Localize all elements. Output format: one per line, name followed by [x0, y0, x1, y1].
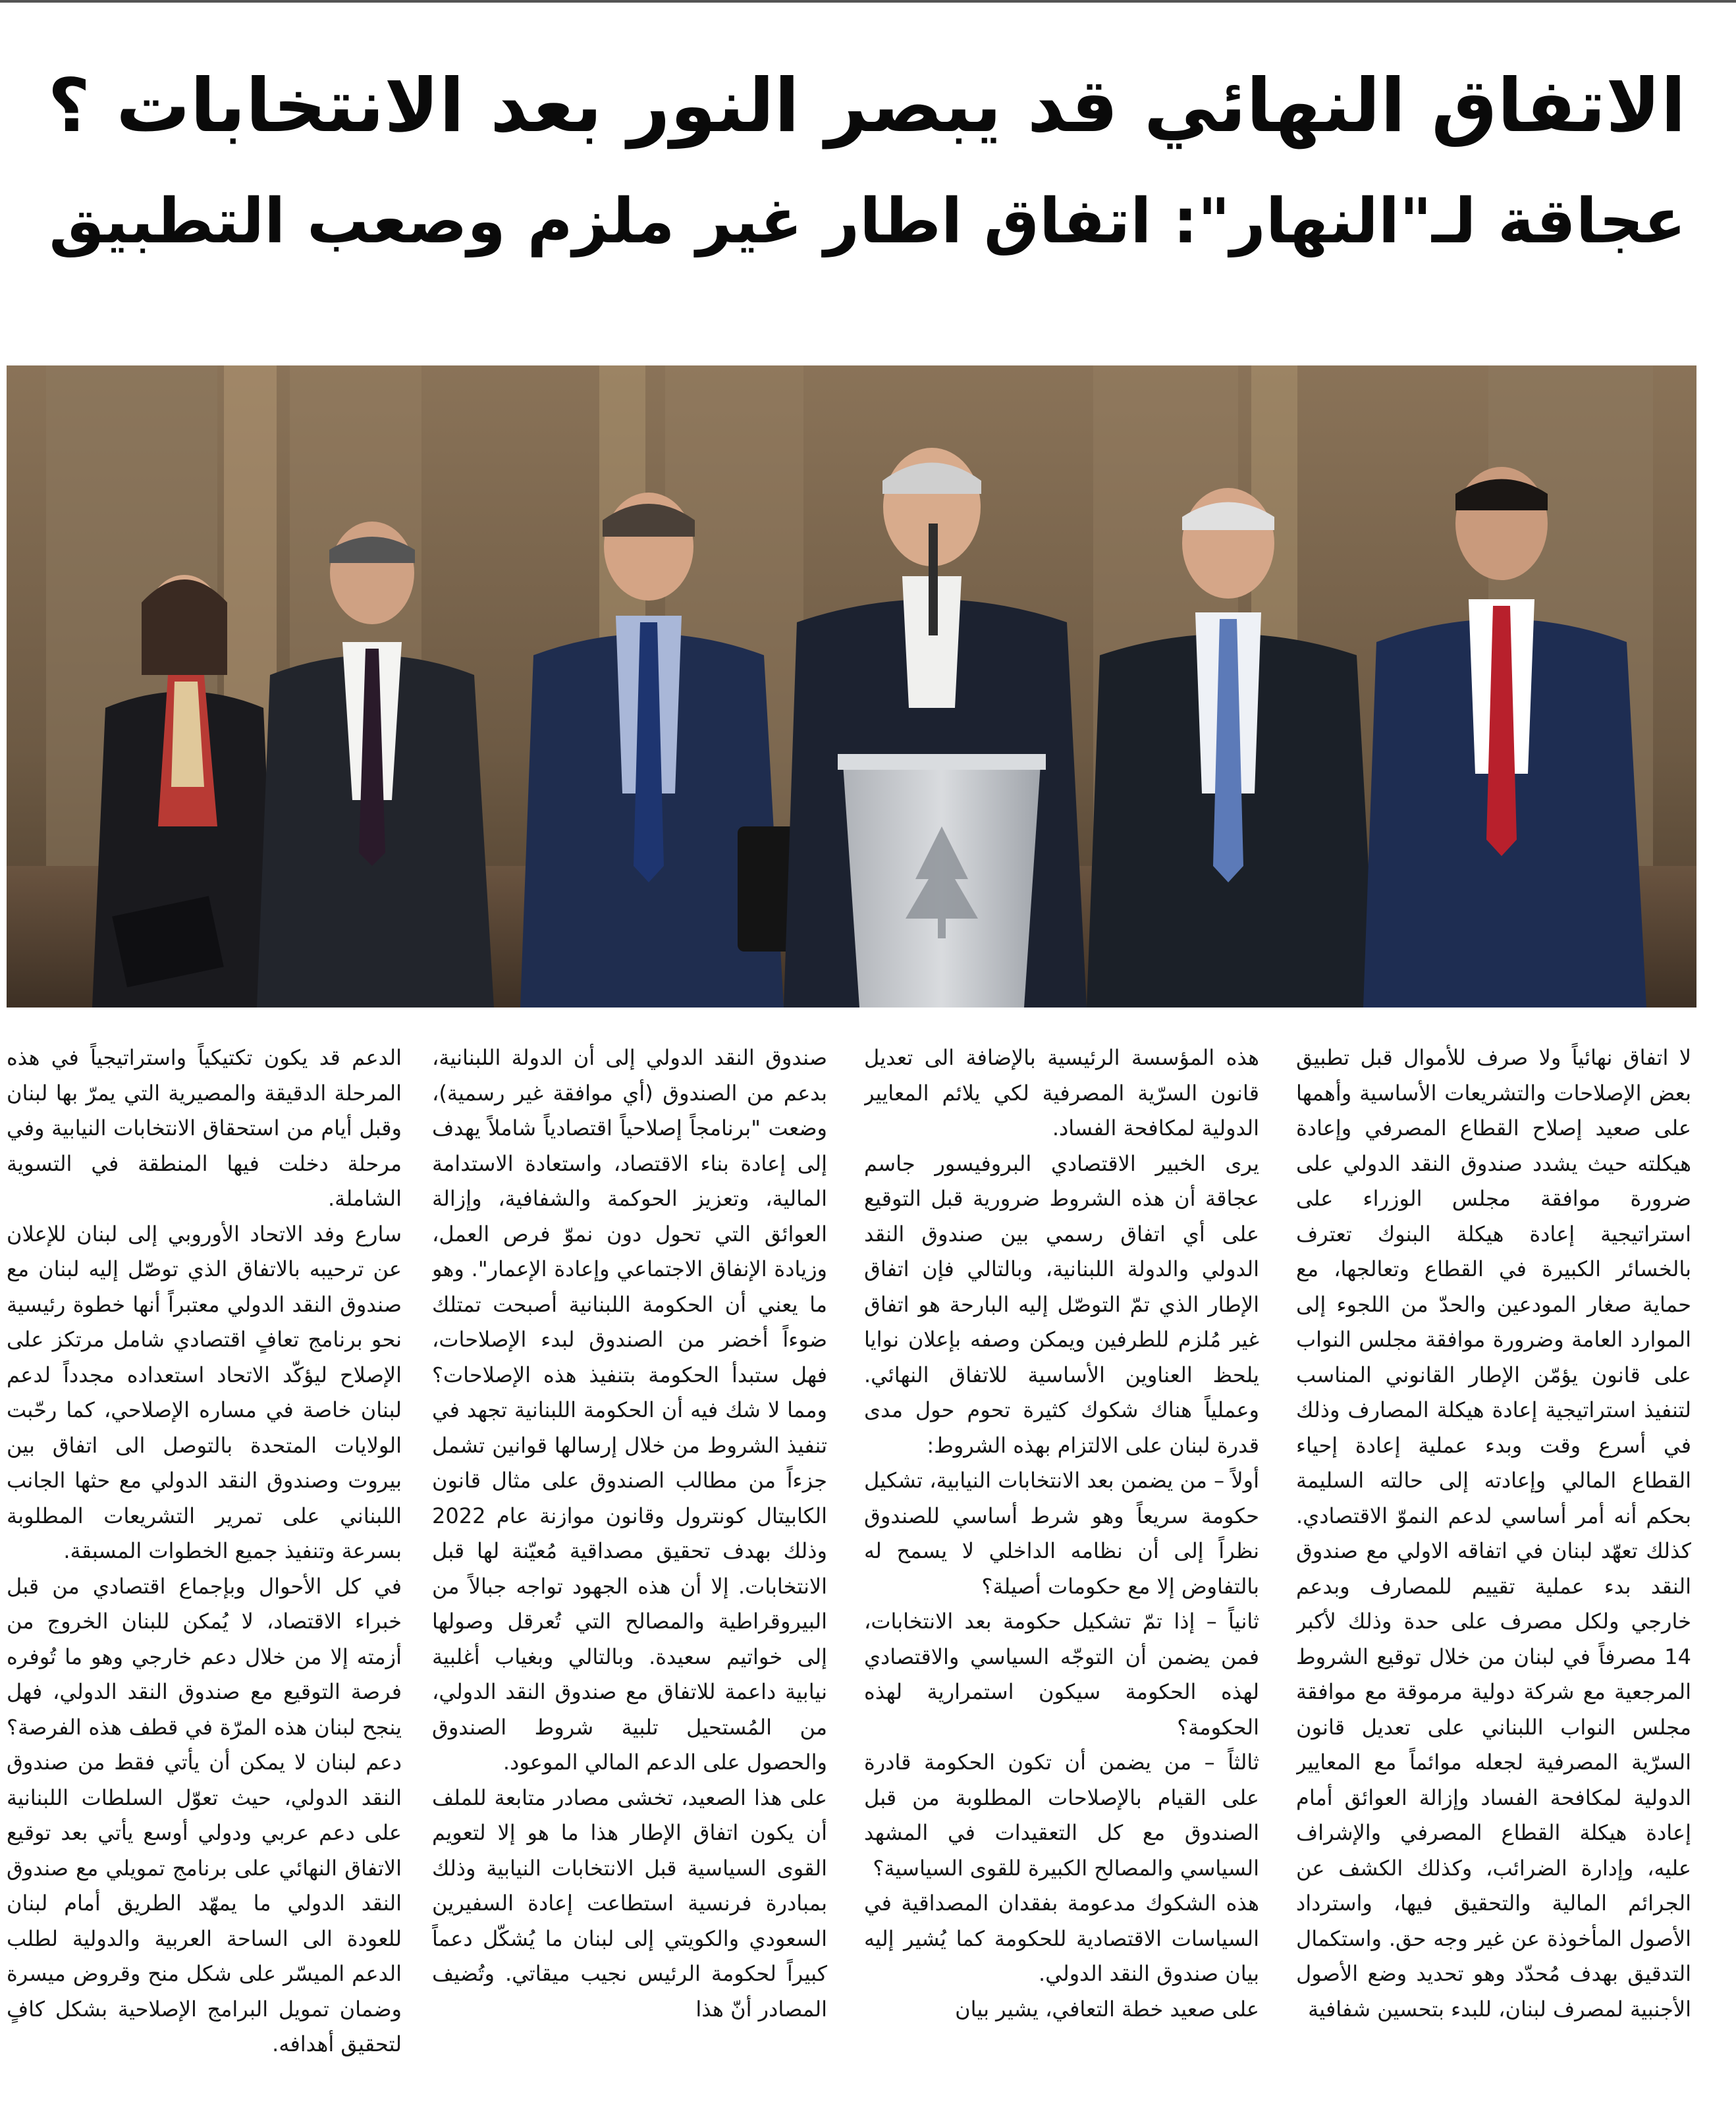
paragraph: يرى الخبير الاقتصادي البروفيسور جاسم عجاقة أن هذه الشروط ضرورية قبل التوقيع على أي اتفاق رسمي بين صندوق النقد الدولي والدولة اللبنانية، وبالتالي فإن اتفاق الإطار الذي تمّ التوصّل إليه البارحة هو اتفاق غير مُلزم للطرفين ويمكن وصفه بإعلان نوايا يلحظ العناوين الأساسية للاتفاق النهائي. وعملياً هناك شكوك كثيرة تحوم حول مدى قدرة لبنان على الالتزام بهذه الشروط: [864, 1150, 1259, 1458]
paragraph: أولاً – من يضمن بعد الانتخابات النيابية، تشكيل حكومة سريعاً وهو شرط أساسي للصندوق نظراً إلى أن نظامه الداخلي لا يسمح له بالتفاوض إلا مع حكومات أصيلة؟ [864, 1468, 1259, 1599]
paragraph: في كل الأحوال وبإجماع اقتصادي من قبل خبراء الاقتصاد، لا يُمكن للبنان الخروج من أزمته إلا من خلال دعم خارجي وهو ما تُوفره فرصة التوقيع مع صندوق النقد الدولي، فهل ينجح لبنان هذه المرّة في قطف هذه الفرصة؟ دعم لبنان لا يمكن أن يأتي فقط من صندوق النقد الدولي، حيث تعوّل السلطات اللبنانية على دعم عربي ودولي أوسع يأتي بعد توقيع الاتفاق النهائي على برنامج تمويلي مع صندوق النقد الدولي ما يمهّد الطريق أمام لبنان للعودة الى الساحة العربية والدولية لطلب الدعم الميسّر على شكل منح وقروض ميسرة وضمان تمويل البرامج الإصلاحية بشكل كافٍ لتحقيق أهدافه. [7, 1573, 402, 2056]
headline-line-2: عجاقة لـ"النهار": اتفاق اطار غير ملزم وصعب التطبيق [49, 186, 1686, 257]
paragraph: ثانياً – إذا تمّ تشكيل حكومة بعد الانتخابات، فمن يضمن أن التوجّه السياسي والاقتصادي لهذه الحكومة سيكون استمرارية لهذه الحكومة؟ [864, 1609, 1259, 1740]
headline-line-1: الاتفاق النهائي قد يبصر النور بعد الانتخابات ؟ [47, 63, 1686, 149]
article-column-1 [1296, 1040, 1691, 2114]
paragraph: سارع وفد الاتحاد الأوروبي إلى لبنان للإعلان عن ترحيبه بالاتفاق الذي توصّل إليه لبنان مع صندوق النقد الدولي معتبراً أنها خطوة رئيسية نحو برنامج تعافٍ اقتصادي شامل مرتكز على الإصلاح ليؤكّد الاتحاد استعداده مجدداً لدعم لبنان خاصة في مساره الإصلاحي، كما رحّبت الولايات المتحدة بالتوصل الى اتفاق بين بيروت وصندوق النقد الدولي مع حثها الجانب اللبناني على تمرير التشريعات المطلوبة بسرعة وتنفيذ جميع الخطوات المسبقة. [7, 1221, 402, 1563]
article-column-2 [864, 1040, 1259, 2114]
paragraph: على هذا الصعيد، تخشى مصادر متابعة للملف أن يكون اتفاق الإطار هذا ما هو إلا لتعويم القوى السياسية قبل الانتخابات النيابية وذلك بمبادرة فرنسية استطاعت إعادة السفيرين السعودي والكويتي إلى لبنان ما يُشكّل دعماً كبيراً لحكومة الرئيس نجيب ميقاتي. وتُضيف المصادر أنّ هذا [432, 1785, 827, 2022]
press-conference-photo [7, 365, 1696, 1008]
paragraph: لا اتفاق نهائياً ولا صرف للأموال قبل تطبيق بعض الإصلاحات والتشريعات الأساسية وأهمها على صعيد إصلاح القطاع المصرفي وإعادة هيكلته حيث يشدد صندوق النقد الدولي على ضرورة موافقة مجلس الوزراء على استراتيجية إعادة هيكلة البنوك تعترف بالخسائر الكبيرة في القطاع وتعالجها، مع حماية صغار المودعين والحدّ من اللجوء إلى الموارد العامة وضرورة موافقة مجلس النواب على قانون يؤمّن الإطار القانوني المناسب لتنفيذ استراتيجية إعادة هيكلة المصارف وذلك في أسرع وقت وبدء عملية إعادة إحياء القطاع المالي وإعادته إلى حالته السليمة بحكم أنه أمر أساسي لدعم النموّ الاقتصادي. كذلك تعهّد لبنان في اتفاقه الاولي مع صندوق النقد بدء عملية تقييم للمصارف وبدعم خارجي ولكل مصرف على حدة وذلك لأكبر 14 مصرفاً في لبنان من خلال توقيع الشروط المرجعية مع شركة دولية مرموقة مع موافقة مجلس النواب اللبناني على تعديل قانون السرّية المصرفية لجعله موائماً مع المعايير الدولية لمكافحة الفساد وإزالة العوائق أمام إعادة هيكلة القطاع المصرفي والإشراف عليه، وإدارة الضرائب، وكذلك الكشف عن الجرائم المالية والتحقيق فيها، واسترداد الأصول المأخوذة عن غير وجه حق. واستكمال التدقيق بهدف مُحدّد وهو تحديد وضع الأصول الأجنبية لمصرف لبنان، للبدء بتحسين شفافية [1296, 1045, 1691, 2022]
top-rule [0, 0, 1736, 3]
paragraph: على صعيد خطة التعافي، يشير بيان [955, 1996, 1259, 2022]
paragraph: هذه المؤسسة الرئيسية بالإضافة الى تعديل قانون السرّية المصرفية لكي يلائم المعايير الدولية لمكافحة الفساد. [864, 1045, 1259, 1141]
paragraph: ثالثاً – من يضمن أن تكون الحكومة قادرة على القيام بالإصلاحات المطلوبة من قبل الصندوق مع كل التعقيدات في المشهد السياسي والمصالح الكبيرة للقوى السياسية؟ [864, 1750, 1259, 1881]
podium [838, 754, 1046, 1008]
article-column-4 [7, 1040, 402, 2114]
paragraph: هذه الشكوك مدعومة بفقدان المصداقية في السياسات الاقتصادية للحكومة كما يُشير إليه بيان صندوق النقد الدولي. [864, 1891, 1259, 1986]
article-column-3 [432, 1040, 827, 2114]
paragraph: صندوق النقد الدولي إلى أن الدولة اللبنانية، بدعم من الصندوق (أي موافقة غير رسمية)، وضعت "برنامجاً إصلاحياً اقتصادياً شاملاً يهدف إلى إعادة بناء الاقتصاد، واستعادة الاستدامة المالية، وتعزيز الحوكمة والشفافية، وإزالة العوائق التي تحول دون نموّ فرص العمل، وزيادة الإنفاق الاجتماعي وإعادة الإعمار". وهو ما يعني أن الحكومة اللبنانية أصبحت تمتلك ضوءاً أخضر من الصندوق لبدء الإصلاحات، فهل ستبدأ الحكومة بتنفيذ هذه الإصلاحات؟ ومما لا شك فيه أن الحكومة اللبنانية تجهد في تنفيذ الشروط من خلال إرسالها قوانين تشمل جزءاً من مطالب الصندوق على مثال قانون الكابيتال كونترول وقانون موازنة عام 2022 وذلك بهدف تحقيق مصداقية مُعيّنة لها قبل الانتخابات. إلا أن هذه الجهود تواجه جبالاً من البيروقراطية والمصالح التي تُعرقل وصولها إلى خواتيم سعيدة. وبالتالي وبغياب أغلبية نيابية داعمة للاتفاق مع صندوق النقد الدولي، من المُستحيل تلبية شروط الصندوق والحصول على الدعم المالي الموعود. [432, 1045, 827, 1775]
paragraph: الدعم قد يكون تكتيكياً واستراتيجياً في هذه المرحلة الدقيقة والمصيرية التي يمرّ بها لبنان وقبل أيام من استحقاق الانتخابات النيابية وفي مرحلة دخلت فيها المنطقة في التسوية الشاملة. [7, 1045, 402, 1211]
